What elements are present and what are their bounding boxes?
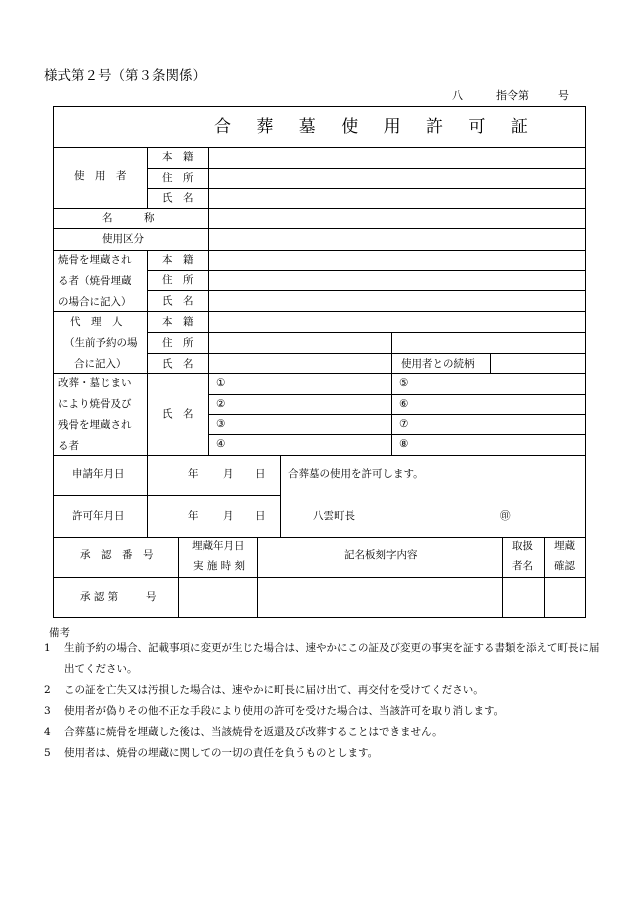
form-reference: 様式第２号（第３条関係） <box>44 68 206 84</box>
reburial-slot-3: ③ <box>216 418 226 430</box>
reburial-slot-7: ⑦ <box>399 418 409 430</box>
note-text: 生前予約の場合、記載事項に変更が生じた場合は、速やかにこの証及び変更の事実を証する書類を添えて町長に届 <box>64 642 600 654</box>
divider <box>54 495 280 496</box>
reburial-label: 改葬・墓じまい により焼骨及び 残骨を埋蔵され る者 <box>58 377 132 452</box>
bone-name-label: 氏 名 <box>162 295 194 307</box>
note-item <box>44 743 378 764</box>
reburial-slot-6: ⑥ <box>399 398 409 410</box>
note-number: 4 <box>44 726 51 738</box>
handler-label: 取扱 <box>512 540 533 552</box>
agent-honseki-label: 本 籍 <box>162 316 194 328</box>
handler-name-label: 者名 <box>512 560 533 572</box>
user-group-label: 使 用 者 <box>74 170 127 182</box>
relation-label: 使用者との続柄 <box>401 358 475 370</box>
divider <box>147 188 585 189</box>
divider <box>147 270 585 271</box>
divider <box>208 414 585 415</box>
note-text: 出てください。 <box>64 663 138 675</box>
reburial-slot-1: ① <box>216 377 226 389</box>
approval-number-label: 承 認 番 号 <box>80 549 154 561</box>
approval-row-prefix: 承 認 第 <box>80 591 119 603</box>
usage-category-label: 使用区分 <box>102 233 144 245</box>
note-number: 5 <box>44 747 51 759</box>
reburial-slot-2: ② <box>216 398 226 410</box>
permit-form-table <box>53 106 586 618</box>
divider <box>544 537 545 617</box>
note-item <box>44 701 504 722</box>
burial-confirm-label: 埋蔵 <box>554 540 575 552</box>
inscription-label: 記名板刻字内容 <box>344 549 418 561</box>
bone-burial-label: 焼骨を埋蔵され る者（焼骨埋蔵 の場合に記入） <box>58 254 132 308</box>
reburial-slot-4: ④ <box>216 438 226 450</box>
divider <box>54 208 585 209</box>
approval-row-suffix: 号 <box>146 591 157 603</box>
divider <box>54 311 585 312</box>
permit-year: 年 <box>188 510 199 522</box>
reburial-name-label: 氏 名 <box>162 408 194 420</box>
divider <box>208 434 585 435</box>
mayor-title: 八雲町長 <box>313 510 355 522</box>
divider <box>178 537 179 617</box>
user-name-label: 氏 名 <box>162 192 194 204</box>
note-text: 使用者は、焼骨の埋蔵に関しての一切の責任を負うものとします。 <box>64 747 379 759</box>
agent-label: 代 理 人 <box>70 316 123 328</box>
application-day: 日 <box>255 468 266 480</box>
divider <box>147 332 585 333</box>
divider <box>54 577 585 578</box>
divider <box>147 290 585 291</box>
bone-honseki-label: 本 籍 <box>162 254 194 266</box>
bone-address-label: 住 所 <box>162 274 194 286</box>
divider <box>147 353 585 354</box>
note-number: 3 <box>44 705 51 717</box>
agent-address-label: 住 所 <box>162 337 194 349</box>
agent-note-2: 合に記入） <box>74 358 127 370</box>
note-text: 合葬墓に焼骨を埋蔵した後は、当該焼骨を返還及び改葬することはできません。 <box>64 726 443 738</box>
note-item <box>44 659 138 680</box>
doc-no-mid: 指令第 <box>496 89 529 102</box>
divider <box>147 147 148 209</box>
application-month: 月 <box>223 468 234 480</box>
seal-mark: ㊞ <box>500 510 511 522</box>
permit-date-label: 許可年月日 <box>72 510 125 522</box>
divider <box>54 373 585 374</box>
burial-date-label: 埋蔵年月日 <box>192 540 245 552</box>
divider <box>490 353 491 374</box>
application-date-label: 申請年月日 <box>72 468 125 480</box>
divider <box>54 228 585 229</box>
divider <box>54 147 585 148</box>
note-number: 2 <box>44 684 51 696</box>
note-text: この証を亡失又は汚損した場合は、速やかに町長に届け出て、再交付を受けてください。 <box>64 684 484 696</box>
burial-time-label: 実 施 時 刻 <box>193 560 246 572</box>
doc-no-prefix: 八 <box>452 89 463 102</box>
divider <box>391 332 392 456</box>
user-honseki-label: 本 籍 <box>162 151 194 163</box>
divider <box>54 455 585 456</box>
form-title: 合 葬 墓 使 用 許 可 証 <box>214 117 538 137</box>
divider <box>54 537 585 538</box>
divider <box>502 537 503 617</box>
notes-heading: 備考 <box>49 627 70 639</box>
note-number: 1 <box>44 642 51 654</box>
divider <box>147 250 148 455</box>
divider <box>280 455 281 537</box>
divider <box>257 537 258 617</box>
reburial-slot-5: ⑤ <box>399 377 409 389</box>
divider <box>208 147 209 455</box>
agent-note-1: （生前予約の場 <box>64 337 138 349</box>
divider <box>147 455 148 537</box>
user-address-label: 住 所 <box>162 172 194 184</box>
doc-no-suffix: 号 <box>558 89 569 102</box>
name-label: 名 称 <box>102 212 155 224</box>
reburial-slot-8: ⑧ <box>399 438 409 450</box>
document-number <box>452 87 569 103</box>
permit-month: 月 <box>223 510 234 522</box>
application-year: 年 <box>188 468 199 480</box>
note-item <box>44 638 600 659</box>
divider <box>54 250 585 251</box>
permit-day: 日 <box>255 510 266 522</box>
note-item <box>44 722 443 743</box>
burial-confirm-label-2: 確認 <box>554 560 575 572</box>
note-item <box>44 680 484 701</box>
divider <box>208 394 585 395</box>
divider <box>147 168 585 169</box>
agent-name-label: 氏 名 <box>162 358 194 370</box>
note-text: 使用者が偽りその他不正な手段により使用の許可を受けた場合は、当該許可を取り消します。 <box>64 705 505 717</box>
permission-text: 合葬墓の使用を許可します。 <box>288 468 424 480</box>
